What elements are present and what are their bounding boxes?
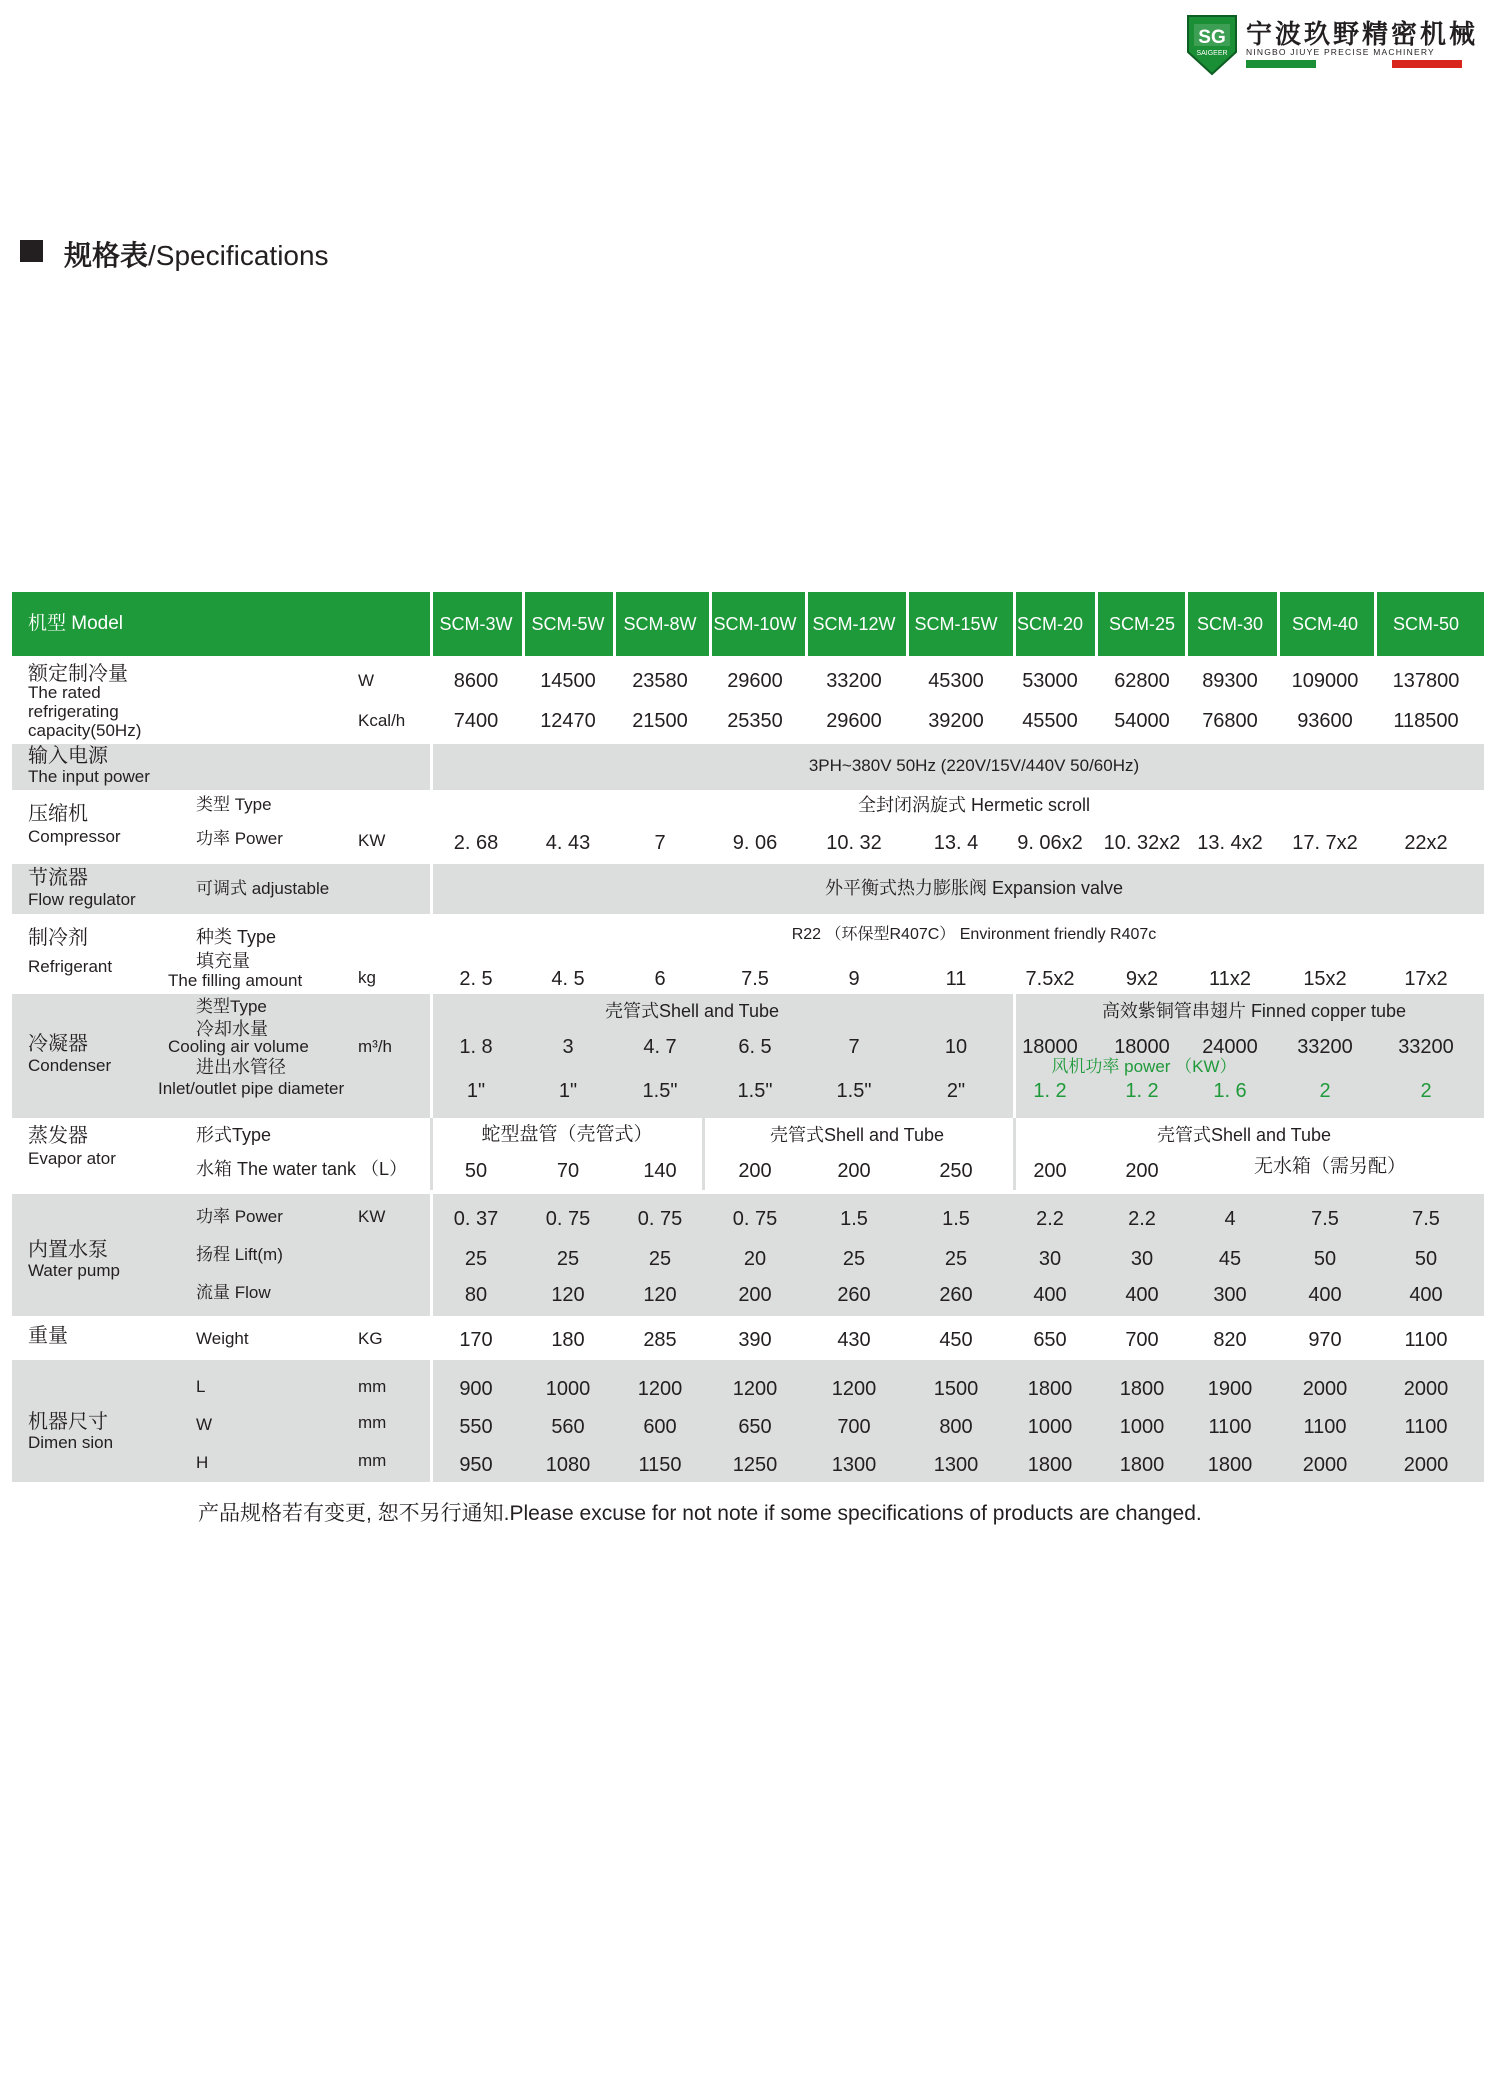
weight-label-en: Weight <box>196 1329 249 1348</box>
dim-unit-l: mm <box>358 1377 387 1396</box>
capacity-unit-w: W <box>358 671 375 690</box>
table-cell: 33200 <box>1297 1036 1353 1058</box>
pipe-label-en: Inlet/outlet pipe diameter <box>158 1079 345 1098</box>
model-header-scm-12w: SCM-12W <box>812 614 896 634</box>
dim-l-label: L <box>196 1377 206 1396</box>
weight-row <box>12 1316 1484 1360</box>
fill-unit: kg <box>358 968 376 987</box>
model-header-scm-40: SCM-40 <box>1291 614 1359 634</box>
table-cell: 1000 <box>1119 1416 1165 1438</box>
model-header-scm-15w: SCM-15W <box>914 614 998 634</box>
table-cell: 2000 <box>1302 1454 1348 1476</box>
table-cell: 2000 <box>1302 1378 1348 1400</box>
table-cell: 2 <box>1319 1080 1331 1102</box>
divider <box>430 1118 433 1190</box>
table-cell: 4. 5 <box>551 968 585 990</box>
table-cell: 1000 <box>545 1378 591 1400</box>
table-cell: 650 <box>738 1416 772 1438</box>
table-cell: 50 <box>1414 1248 1438 1270</box>
dimension-label-en: Dimen sion <box>28 1433 114 1452</box>
table-cell: 9 <box>848 968 860 990</box>
table-cell: 109000 <box>1291 670 1359 692</box>
model-header-scm-3w: SCM-3W <box>439 614 513 634</box>
table-cell: 9. 06 <box>732 832 778 854</box>
dim-h-label: H <box>196 1453 209 1472</box>
table-cell: 430 <box>837 1329 871 1351</box>
table-cell: 1800 <box>1027 1454 1073 1476</box>
table-cell: 21500 <box>632 710 688 732</box>
table-cell: 45 <box>1218 1248 1242 1270</box>
pump-flow-label: 流量 Flow <box>196 1283 271 1302</box>
table-cell: 400 <box>1409 1284 1443 1306</box>
condenser-type-label: 类型Type <box>196 997 267 1016</box>
table-cell: 4 <box>1224 1208 1236 1230</box>
divider <box>1185 592 1188 656</box>
flow-sub: 可调式 adjustable <box>196 879 330 898</box>
table-cell: 50 <box>1313 1248 1337 1270</box>
table-cell: 70 <box>556 1160 580 1182</box>
flow-value: 外平衡式热力膨胀阀 Expansion valve <box>824 878 1124 898</box>
header-model-label: 机型 Model <box>28 613 124 634</box>
compressor-type-label: 类型 Type <box>196 795 272 814</box>
pump-label-en: Water pump <box>28 1261 120 1280</box>
divider <box>430 1194 433 1316</box>
divider <box>1013 592 1016 656</box>
table-cell: 1.5" <box>836 1080 872 1102</box>
divider <box>430 1360 433 1482</box>
table-cell: 120 <box>643 1284 677 1306</box>
refrigerant-label-cn: 制冷剂 <box>28 927 88 949</box>
table-cell: 200 <box>738 1284 772 1306</box>
table-cell: 250 <box>939 1160 973 1182</box>
capacity-label-cn: 额定制冷量 <box>28 663 128 685</box>
table-cell: 550 <box>459 1416 493 1438</box>
table-cell: 400 <box>1033 1284 1067 1306</box>
table-cell: 33200 <box>1398 1036 1454 1058</box>
section-title-en: /Specifications <box>148 240 329 271</box>
table-cell: 50 <box>464 1160 488 1182</box>
footnote: 产品规格若有变更, 恕不另行通知.Please excuse for not note if some specifications of products are changed. <box>198 1502 1202 1525</box>
dim-w-label: W <box>196 1415 213 1434</box>
svg-text:SAIGEER: SAIGEER <box>1196 50 1228 57</box>
table-cell: 2000 <box>1403 1454 1449 1476</box>
pump-label-cn: 内置水泵 <box>28 1239 108 1261</box>
compressor-power-label: 功率 Power <box>196 829 283 848</box>
compressor-row <box>12 790 1484 864</box>
table-cell: 25350 <box>727 710 783 732</box>
table-cell: 10. 32x2 <box>1103 832 1181 854</box>
flow-label-en: Flow regulator <box>28 890 136 909</box>
table-cell: 39200 <box>928 710 984 732</box>
condenser-type-left: 壳管式Shell and Tube <box>604 1001 780 1021</box>
table-cell: 54000 <box>1114 710 1170 732</box>
table-cell: 137800 <box>1392 670 1460 692</box>
table-cell: 33200 <box>826 670 882 692</box>
table-cell: 1300 <box>933 1454 979 1476</box>
table-cell: 700 <box>837 1416 871 1438</box>
table-cell: 700 <box>1125 1329 1159 1351</box>
table-cell: 200 <box>738 1160 772 1182</box>
evaporator-form-c: 壳管式Shell and Tube <box>1156 1125 1332 1145</box>
capacity-unit-kcal: Kcal/h <box>358 711 406 730</box>
table-cell: 6. 5 <box>738 1036 772 1058</box>
compressor-unit: KW <box>358 831 386 850</box>
table-cell: 400 <box>1308 1284 1342 1306</box>
table-cell: 2000 <box>1403 1378 1449 1400</box>
table-cell: 1200 <box>637 1378 683 1400</box>
dimension-row <box>12 1360 1484 1482</box>
compressor-type-value: 全封闭涡旋式 Hermetic scroll <box>857 795 1091 815</box>
table-cell: 1000 <box>1027 1416 1073 1438</box>
table-cell: 10. 32 <box>826 832 882 854</box>
table-cell: 7400 <box>453 710 499 732</box>
table-cell: 1100 <box>1208 1416 1252 1438</box>
air-label-cn: 冷却水量 <box>196 1019 268 1039</box>
section-title-cn: 规格表 <box>64 240 149 271</box>
table-cell: 45300 <box>928 670 984 692</box>
table-cell: 89300 <box>1202 670 1258 692</box>
capacity-label-en1: The rated <box>28 683 101 702</box>
divider <box>430 592 433 656</box>
table-cell: 10 <box>944 1036 968 1058</box>
model-header-scm-8w: SCM-8W <box>623 614 697 634</box>
divider <box>702 1118 705 1190</box>
dim-unit-h: mm <box>358 1451 387 1470</box>
pump-power-label: 功率 Power <box>196 1207 283 1226</box>
table-cell: 13. 4x2 <box>1197 832 1263 854</box>
model-header-scm-10w: SCM-10W <box>713 614 797 634</box>
table-cell: 1300 <box>831 1454 877 1476</box>
divider <box>1277 592 1280 656</box>
brand-bar-red <box>1392 60 1462 68</box>
refrigerant-type-label: 种类 Type <box>196 927 277 947</box>
table-cell: 600 <box>643 1416 677 1438</box>
divider <box>1095 592 1098 656</box>
divider <box>1013 1118 1016 1190</box>
table-cell: 14500 <box>540 670 596 692</box>
condenser-label-en: Condenser <box>28 1056 112 1075</box>
table-cell: 17x2 <box>1404 968 1448 990</box>
table-cell: 1" <box>558 1080 578 1102</box>
table-cell: 25 <box>464 1248 488 1270</box>
section-title <box>64 234 329 274</box>
table-cell: 45500 <box>1022 710 1078 732</box>
divider <box>430 744 433 790</box>
table-cell: 9. 06x2 <box>1017 832 1083 854</box>
table-cell: 7.5 <box>1311 1208 1339 1230</box>
table-cell: 2. 68 <box>453 832 499 854</box>
table-cell: 650 <box>1033 1329 1067 1351</box>
table-cell: 2" <box>946 1080 966 1102</box>
brand-name-en: NINGBO JIUYE PRECISE MACHINERY <box>1246 47 1435 57</box>
table-cell: 285 <box>643 1329 677 1351</box>
table-cell: 11x2 <box>1209 968 1251 990</box>
table-cell: 300 <box>1213 1284 1247 1306</box>
compressor-label-en: Compressor <box>28 827 121 846</box>
table-cell: 29600 <box>826 710 882 732</box>
table-cell: 200 <box>1125 1160 1159 1182</box>
table-cell: 1800 <box>1207 1454 1253 1476</box>
pipe-label-cn: 进出水管径 <box>196 1057 286 1077</box>
table-cell: 1900 <box>1207 1378 1253 1400</box>
table-cell: 30 <box>1038 1248 1062 1270</box>
table-cell: 1100 <box>1303 1416 1347 1438</box>
divider <box>430 994 433 1118</box>
evaporator-form-a: 蛇型盘管（壳管式） <box>481 1124 653 1145</box>
table-cell: 180 <box>551 1329 585 1351</box>
evaporator-form-b: 壳管式Shell and Tube <box>769 1125 945 1145</box>
divider <box>805 592 808 656</box>
table-cell: 1800 <box>1119 1378 1165 1400</box>
table-cell: 800 <box>939 1416 973 1438</box>
table-cell: 390 <box>738 1329 772 1351</box>
capacity-label-en2: refrigerating <box>28 702 119 721</box>
table-cell: 80 <box>464 1284 488 1306</box>
table-cell: 7.5 <box>741 968 769 990</box>
brand-logo <box>1186 14 1479 84</box>
divider <box>709 592 712 656</box>
flow-regulator-row <box>12 864 1484 914</box>
table-cell: 15x2 <box>1303 968 1347 990</box>
table-cell: 400 <box>1125 1284 1159 1306</box>
table-cell: 53000 <box>1022 670 1078 692</box>
table-cell: 25 <box>944 1248 968 1270</box>
model-header-scm-20: SCM-20 <box>1016 614 1084 634</box>
table-cell: 1.5" <box>737 1080 773 1102</box>
divider <box>522 592 525 656</box>
pump-power-unit: KW <box>358 1207 386 1226</box>
table-cell: 260 <box>939 1284 973 1306</box>
refrigerant-type-value: R22 （环保型R407C） Environment friendly R407c <box>791 926 1157 943</box>
weight-label-cn: 重量 <box>28 1325 68 1347</box>
table-cell: 1200 <box>732 1378 778 1400</box>
table-cell: 13. 4 <box>933 832 979 854</box>
table-cell: 18000 <box>1022 1036 1078 1058</box>
table-cell: 2. 5 <box>459 968 493 990</box>
table-cell: 23580 <box>632 670 688 692</box>
divider <box>1013 994 1016 1118</box>
pump-lift-label: 扬程 Lift(m) <box>196 1245 283 1264</box>
table-cell: 1. 8 <box>459 1036 493 1058</box>
table-cell: 450 <box>939 1329 973 1351</box>
table-cell: 0. 75 <box>545 1208 591 1230</box>
table-cell: 820 <box>1213 1329 1247 1351</box>
table-cell: 200 <box>837 1160 871 1182</box>
table-cell: 18000 <box>1114 1036 1170 1058</box>
pump-row <box>12 1194 1484 1316</box>
divider <box>1374 592 1377 656</box>
compressor-label-cn: 压缩机 <box>28 803 88 825</box>
table-cell: 200 <box>1033 1160 1067 1182</box>
refrigerant-label-en: Refrigerant <box>28 957 113 976</box>
flow-label-cn: 节流器 <box>28 867 88 889</box>
table-cell: 118500 <box>1393 710 1459 732</box>
table-cell: 3 <box>562 1036 574 1058</box>
svg-text:SG: SG <box>1198 27 1226 48</box>
capacity-row <box>12 656 1484 740</box>
divider <box>430 864 433 914</box>
divider <box>613 592 616 656</box>
table-cell: 7.5 <box>1412 1208 1440 1230</box>
table-cell: 1100 <box>1404 1329 1448 1351</box>
table-cell: 1080 <box>545 1454 591 1476</box>
table-header-row <box>12 592 1484 656</box>
table-cell: 560 <box>551 1416 585 1438</box>
table-cell: 11 <box>945 968 967 990</box>
table-cell: 1500 <box>933 1378 979 1400</box>
table-cell: 20 <box>743 1248 767 1270</box>
model-header-scm-30: SCM-30 <box>1196 614 1264 634</box>
table-cell: 22x2 <box>1404 832 1448 854</box>
section-square-icon <box>20 240 43 262</box>
model-header-scm-5w: SCM-5W <box>531 614 605 634</box>
model-header-scm-25: SCM-25 <box>1108 614 1176 634</box>
table-cell: 0. 75 <box>637 1208 683 1230</box>
fan-power-label: 风机功率 power （KW） <box>1051 1057 1237 1076</box>
table-cell: 25 <box>556 1248 580 1270</box>
dim-unit-w: mm <box>358 1413 387 1432</box>
table-cell: 1800 <box>1027 1378 1073 1400</box>
power-label-en: The input power <box>28 767 150 786</box>
table-cell: 93600 <box>1297 710 1353 732</box>
fill-label-cn: 填充量 <box>196 951 250 971</box>
table-cell: 7 <box>654 832 666 854</box>
table-cell: 1100 <box>1404 1416 1448 1438</box>
evaporator-label-cn: 蒸发器 <box>28 1125 88 1147</box>
table-cell: 170 <box>459 1329 493 1351</box>
brand-bar-green <box>1246 60 1316 68</box>
condenser-label-cn: 冷凝器 <box>28 1033 88 1055</box>
table-cell: 970 <box>1308 1329 1342 1351</box>
power-value: 3PH~380V 50Hz (220V/15V/440V 50/60Hz) <box>808 756 1140 775</box>
table-cell: 24000 <box>1202 1036 1258 1058</box>
table-cell: 140 <box>643 1160 677 1182</box>
air-unit: m³/h <box>358 1037 392 1056</box>
table-cell: 30 <box>1130 1248 1154 1270</box>
weight-unit: KG <box>358 1329 383 1348</box>
tank-label: 水箱 The water tank （L） <box>196 1159 408 1179</box>
table-cell: 12470 <box>540 710 596 732</box>
table-cell: 2 <box>1420 1080 1432 1102</box>
table-cell: 1150 <box>638 1454 682 1476</box>
condenser-type-right: 高效紫铜管串翅片 Finned copper tube <box>1101 1001 1407 1021</box>
evaporator-label-en: Evapor ator <box>28 1149 116 1168</box>
refrigerant-row <box>12 914 1484 994</box>
table-cell: 1200 <box>831 1378 877 1400</box>
table-cell: 1800 <box>1119 1454 1165 1476</box>
condenser-row <box>12 994 1484 1118</box>
power-row <box>12 744 1484 790</box>
table-cell: 0. 75 <box>732 1208 778 1230</box>
table-cell: 2.2 <box>1128 1208 1156 1230</box>
table-cell: 120 <box>551 1284 585 1306</box>
divider <box>906 592 909 656</box>
table-cell: 9x2 <box>1125 968 1159 990</box>
table-cell: 25 <box>648 1248 672 1270</box>
table-cell: 1250 <box>732 1454 778 1476</box>
table-cell: 76800 <box>1202 710 1258 732</box>
table-cell: 1. 2 <box>1125 1080 1159 1102</box>
table-cell: 25 <box>842 1248 866 1270</box>
table-cell: 7 <box>848 1036 860 1058</box>
table-cell: 4. 7 <box>643 1036 677 1058</box>
table-cell: 2.2 <box>1036 1208 1064 1230</box>
fill-label-en: The filling amount <box>168 971 303 990</box>
air-label-en: Cooling air volume <box>168 1037 309 1056</box>
table-cell: 900 <box>459 1378 493 1400</box>
table-cell: 1.5" <box>642 1080 678 1102</box>
table-cell: 7.5x2 <box>1025 968 1075 990</box>
table-cell: 1.5 <box>840 1208 868 1230</box>
table-cell: 4. 43 <box>545 832 591 854</box>
capacity-label-en3: capacity(50Hz) <box>28 721 142 740</box>
table-cell: 260 <box>837 1284 871 1306</box>
table-cell: 8600 <box>453 670 499 692</box>
table-cell: 1. 6 <box>1213 1080 1247 1102</box>
evaporator-row <box>12 1118 1484 1190</box>
table-cell: 0. 37 <box>453 1208 499 1230</box>
dimension-label-cn: 机器尺寸 <box>28 1411 108 1433</box>
tank-none: 无水箱（需另配） <box>1253 1156 1407 1177</box>
shield-logo-icon <box>1186 14 1238 76</box>
model-header-scm-50: SCM-50 <box>1392 614 1460 634</box>
table-cell: 17. 7x2 <box>1292 832 1358 854</box>
brand-name-cn: 宁波玖野精密机械 <box>1246 19 1479 49</box>
table-cell: 1.5 <box>942 1208 970 1230</box>
table-cell: 62800 <box>1114 670 1170 692</box>
evaporator-form-label: 形式Type <box>196 1125 272 1145</box>
power-label-cn: 输入电源 <box>28 745 108 767</box>
table-cell: 1. 2 <box>1033 1080 1067 1102</box>
table-cell: 29600 <box>727 670 783 692</box>
table-cell: 950 <box>459 1454 493 1476</box>
table-cell: 1" <box>466 1080 486 1102</box>
table-cell: 6 <box>654 968 666 990</box>
